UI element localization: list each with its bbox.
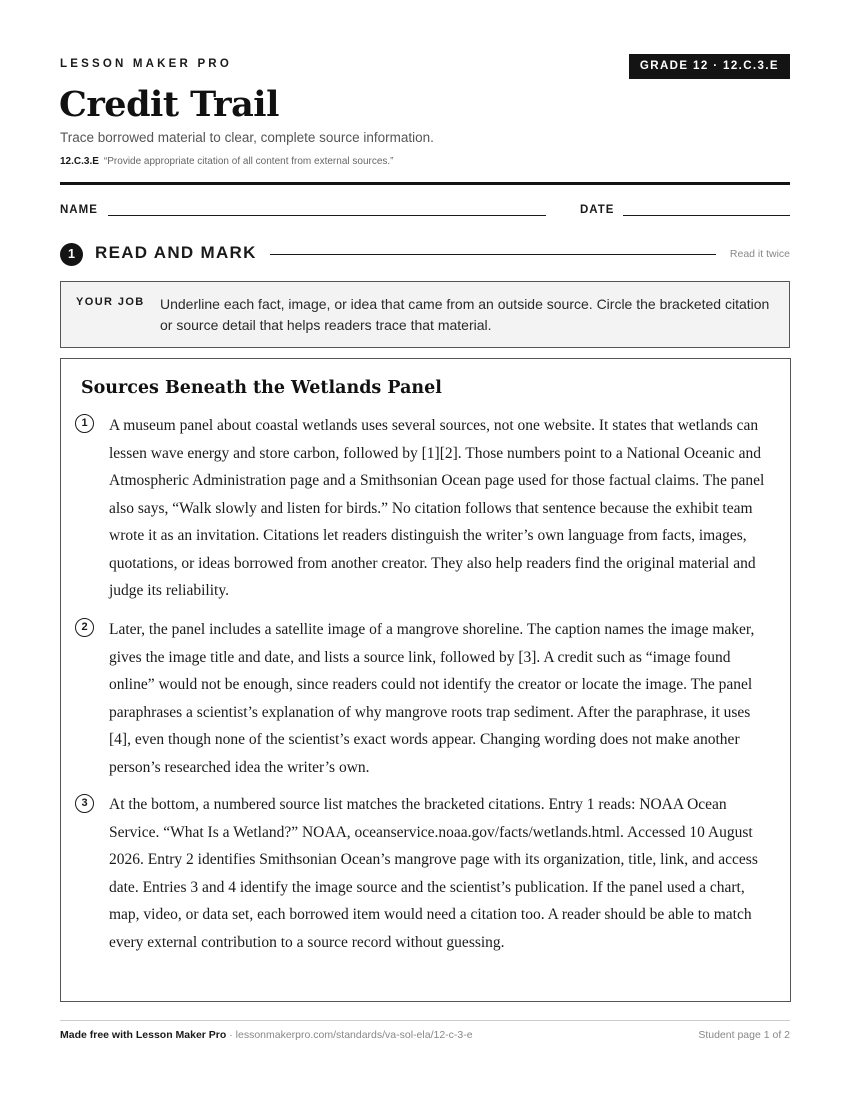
header-divider — [60, 182, 790, 185]
brand-name: LESSON MAKER PRO — [60, 58, 232, 70]
footer-url[interactable]: lessonmakerpro.com/standards/va-sol-ela/12-c-3-e — [235, 1029, 473, 1041]
standard-code: 12.C.3.E — [60, 156, 99, 167]
page-title: Credit Trail — [59, 84, 279, 125]
paragraph-number-3: 3 — [75, 794, 94, 813]
section-title: READ AND MARK — [95, 243, 257, 262]
paragraph-number-1: 1 — [75, 414, 94, 433]
section-divider — [270, 254, 716, 255]
standard-text: “Provide appropriate citation of all content from external sources.” — [103, 156, 394, 167]
date-label: DATE — [580, 204, 615, 216]
name-field[interactable] — [108, 215, 546, 216]
page-number: Student page 1 of 2 — [698, 1029, 790, 1041]
name-label: NAME — [60, 204, 98, 216]
passage-title: Sources Beneath the Wetlands Panel — [81, 378, 442, 398]
section-number-badge: 1 — [60, 243, 83, 266]
footer-divider — [60, 1020, 790, 1021]
paragraph-number-2: 2 — [75, 618, 94, 637]
reading-passage — [60, 358, 791, 1002]
page-subtitle: Trace borrowed material to clear, complete source information. — [60, 130, 434, 145]
paragraph-1[interactable]: A museum panel about coastal wetlands uses several sources, not one website. It states that wetlands can lessen wave energy and store carbon, followed by [1][2]. Those numbers point to a National Oceanic and Atmospheric Administration page and a Smithsonian Ocean page used for those factual claims. The panel also says, “Walk slowly and listen for birds.” No citation follows that sentence because the exhibit team wrote it as an invitation. Citations let readers distinguish the writer’s own language from facts, images, quotations, or ideas borrowed from another creator. They also help readers find the original material and judge its reliability. — [109, 417, 765, 599]
paragraph-3[interactable]: At the bottom, a numbered source list matches the bracketed citations. Entry 1 reads: NOAA Ocean Service. “What Is a Wetland?” NOAA, oceanservice.noaa.gov/facts/wetlands.html. Accessed 10 August 2026. Entry 2 identifies Smithsonian Ocean’s mangrove page with its organization, title, link, and access date. Entries 3 and 4 identify the image source and the scientist’s publication. If the panel used a chart, map, video, or data set, each borrowed item would need a citation too. A reader should be able to match every external contribution to a source record without guessing. — [109, 796, 758, 951]
footer-separator: · — [226, 1029, 236, 1041]
footer-made-with: Made free with Lesson Maker Pro — [60, 1029, 227, 1041]
section-hint: Read it twice — [729, 248, 790, 260]
date-field[interactable] — [623, 215, 790, 216]
instructions-box — [60, 281, 790, 348]
paragraph-2[interactable]: Later, the panel includes a satellite image of a mangrove shoreline. The caption names the image maker, gives the image title and date, and lists a source link, followed by [3]. A credit such as “image found online” would not be enough, since readers could not identify the creator or locate the image. The panel paraphrases a scientist’s explanation of why mangrove roots trap sediment. After the paraphrase, it uses [4], even though none of the scientist’s exact words appear. Changing wording does not make another person’s researched idea the writer’s own. — [109, 621, 755, 776]
instructions-label: YOUR JOB — [76, 296, 145, 308]
standard-line — [60, 156, 394, 167]
instructions-text: Underline each fact, image, or idea that came from an outside source. Circle the bracketed citation or source detail that helps readers trace that material. — [160, 296, 770, 333]
grade-badge: GRADE 12 · 12.C.3.E — [629, 54, 790, 79]
footer-credit — [60, 1029, 473, 1041]
